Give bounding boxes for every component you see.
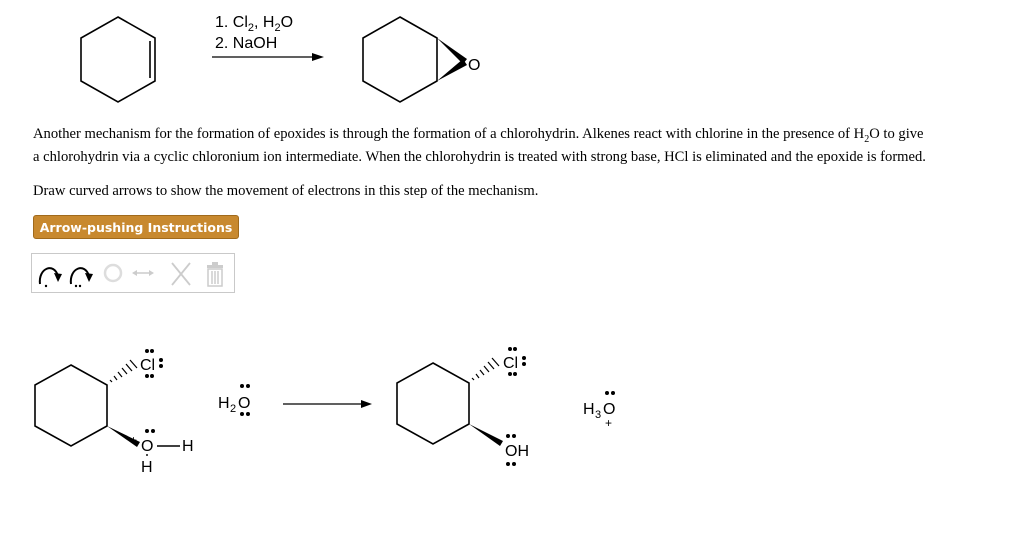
right-chlorine-label: Cl: [503, 355, 519, 372]
double-curved-arrow-icon[interactable]: [65, 258, 95, 288]
instruction-text: Draw curved arrows to show the movement of electrons in this step of the mechanism.: [33, 183, 539, 199]
chlorohydrin-protonated: [35, 349, 194, 476]
oh-hydrogen-right: H: [182, 438, 194, 455]
description-line-1-sub: 2: [864, 133, 870, 145]
reaction-arrow: [212, 53, 324, 61]
mechanism-step: [0, 320, 1024, 552]
resonance-arrow-icon[interactable]: [128, 258, 158, 288]
arrow-pushing-instructions-button[interactable]: Arrow-pushing Instructions: [33, 215, 239, 239]
mechanism-arrow: [283, 400, 372, 408]
water-h: H: [218, 395, 230, 412]
description-line-1-a: Another mechanism for the formation of epoxides is through the formation of a chlorohydrin. Alkenes react with chlorine in the presence of H: [33, 126, 865, 142]
single-curved-arrow-icon[interactable]: [34, 258, 64, 288]
trash-icon[interactable]: [200, 258, 230, 288]
electron-dot-icon[interactable]: [98, 258, 128, 288]
reagent-step-1: [215, 14, 293, 34]
water-molecule: [218, 384, 250, 416]
right-hydroxyl-label: OH: [505, 443, 529, 460]
reagent-h: , H: [254, 14, 275, 31]
cyclohexene-structure: [81, 17, 155, 102]
oxonium-charge: +: [130, 433, 138, 447]
reagent-h-sub: 2: [274, 22, 281, 35]
arrow-toolbar: [31, 253, 235, 293]
hydronium-charge: +: [605, 416, 613, 430]
epoxide-oxygen-label: O: [468, 57, 481, 74]
hydronium-h: H: [583, 401, 595, 418]
reagent-cl: 1. Cl: [215, 14, 248, 31]
hydronium-sub: 3: [595, 409, 602, 421]
hydronium-o: O: [603, 401, 616, 418]
hydronium-ion: [583, 391, 615, 430]
hydronium-lone-pair: [605, 391, 615, 395]
reagent-o: O: [280, 14, 294, 31]
water-o: O: [238, 395, 251, 412]
oh-hydrogen-below: H: [141, 459, 153, 476]
reagent-cl-sub: 2: [247, 22, 255, 35]
water-sub: 2: [230, 403, 237, 415]
epoxide-structure: [363, 17, 480, 102]
delete-x-icon[interactable]: [166, 258, 196, 288]
left-chlorine-label: Cl: [140, 357, 156, 374]
chlorohydrin-neutral: [397, 347, 529, 466]
top-reaction-scheme: [0, 0, 1024, 130]
description-line-2: a chlorohydrin via a cyclic chloronium ion intermediate. When the chlorohydrin is treated with strong base, HCl is eliminated and the epoxide is formed.: [33, 149, 926, 165]
reagent-step-2: 2. NaOH: [215, 35, 278, 52]
left-oxygen-label: O: [141, 438, 154, 455]
description-line-1-b: O to give: [869, 126, 924, 142]
